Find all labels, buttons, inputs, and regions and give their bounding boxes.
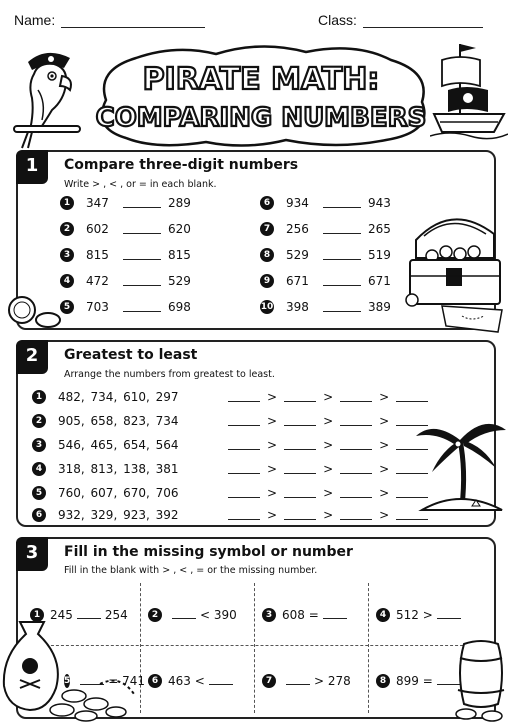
name-field[interactable]	[14, 12, 205, 28]
item-number: 8	[260, 248, 274, 262]
compare-item: 3 815 815	[60, 248, 198, 262]
fill-item: 2 < 390	[144, 585, 258, 645]
parrot-icon	[8, 40, 88, 150]
compare-item: 6 934 943	[260, 196, 398, 210]
fill-item: 8 899 =	[372, 651, 486, 711]
answer-blank[interactable]	[209, 675, 233, 685]
item-number: 4	[60, 274, 74, 288]
section-title: Compare three-digit numbers	[64, 157, 299, 173]
compare-item: 9 671 671	[260, 274, 398, 288]
fill-item: 6 463 <	[144, 651, 258, 711]
order-row: 5 760, 607, 670, 706 > > >	[32, 486, 428, 500]
answer-blank[interactable]	[123, 250, 161, 260]
order-row: 1 482, 734, 610, 297 > > >	[32, 390, 428, 404]
compare-item: 2 602 620	[60, 222, 198, 236]
loot-bag-icon	[0, 614, 146, 722]
item-number: 10	[260, 302, 274, 312]
answer-blank[interactable]	[123, 302, 161, 312]
answer-blank[interactable]	[323, 198, 361, 208]
item-number: 6	[260, 196, 274, 210]
answer-blank[interactable]	[172, 609, 196, 619]
order-row: 6 932, 329, 923, 392 > > >	[32, 508, 428, 522]
order-row: 4 318, 813, 138, 381 > > >	[32, 462, 428, 476]
item-number: 1	[60, 196, 74, 210]
section-number: 2	[16, 340, 48, 374]
section-instruction: Write > , < , or = in each blank.	[64, 179, 217, 190]
order-row: 2 905, 658, 823, 734 > > >	[32, 414, 428, 428]
answer-blank[interactable]	[123, 224, 161, 234]
compare-item: 10 398 389	[260, 300, 391, 314]
answer-blank[interactable]	[123, 276, 161, 286]
fill-item: 4 512 >	[372, 585, 486, 645]
barrel-icon	[452, 636, 510, 722]
answer-blank[interactable]	[323, 250, 361, 260]
palm-island-icon	[414, 410, 508, 522]
section-instruction: Arrange the numbers from greatest to least.	[64, 369, 275, 380]
gold-coins-icon	[4, 292, 64, 332]
answer-blank[interactable]	[323, 224, 361, 234]
class-label: Class:	[318, 12, 357, 28]
class-field[interactable]	[318, 12, 483, 28]
title-line1: PIRATE MATH:	[142, 62, 380, 97]
name-line[interactable]	[61, 14, 205, 28]
class-line[interactable]	[363, 14, 483, 28]
page-title	[86, 40, 436, 150]
answer-blank[interactable]	[286, 675, 310, 685]
compare-item: 8 529 519	[260, 248, 398, 262]
item-number: 7	[260, 222, 274, 236]
answer-blank[interactable]	[323, 302, 361, 312]
fill-item: 3 608 =	[258, 585, 372, 645]
section-number: 3	[16, 537, 48, 571]
title-line2: COMPARING NUMBERS	[95, 103, 427, 133]
section-title: Greatest to least	[64, 347, 198, 363]
item-number: 3	[60, 248, 74, 262]
item-number: 9	[260, 274, 274, 288]
answer-blank[interactable]	[437, 609, 461, 619]
compare-item: 7 256 265	[260, 222, 398, 236]
answer-blank[interactable]	[123, 198, 161, 208]
fill-item: 7 > 278	[258, 651, 372, 711]
pirate-ship-icon	[430, 40, 508, 140]
section-instruction: Fill in the blank with > , < , = or the missing number.	[64, 565, 318, 576]
section-title: Fill in the missing symbol or number	[64, 544, 353, 560]
item-number: 5	[60, 300, 74, 314]
compare-item: 5 703 698	[60, 300, 198, 314]
compare-item: 4 472 529	[60, 274, 198, 288]
answer-blank[interactable]	[323, 276, 361, 286]
compare-item: 1 347 289	[60, 196, 198, 210]
treasure-chest-icon	[402, 206, 508, 334]
fill-item: 1 245 254	[26, 585, 140, 645]
fill-item: 5 = 741	[64, 674, 146, 688]
section-number: 1	[16, 150, 48, 184]
name-label: Name:	[14, 12, 56, 28]
order-row: 3 546, 465, 654, 564 > > >	[32, 438, 428, 452]
answer-blank[interactable]	[323, 609, 347, 619]
item-number: 2	[60, 222, 74, 236]
